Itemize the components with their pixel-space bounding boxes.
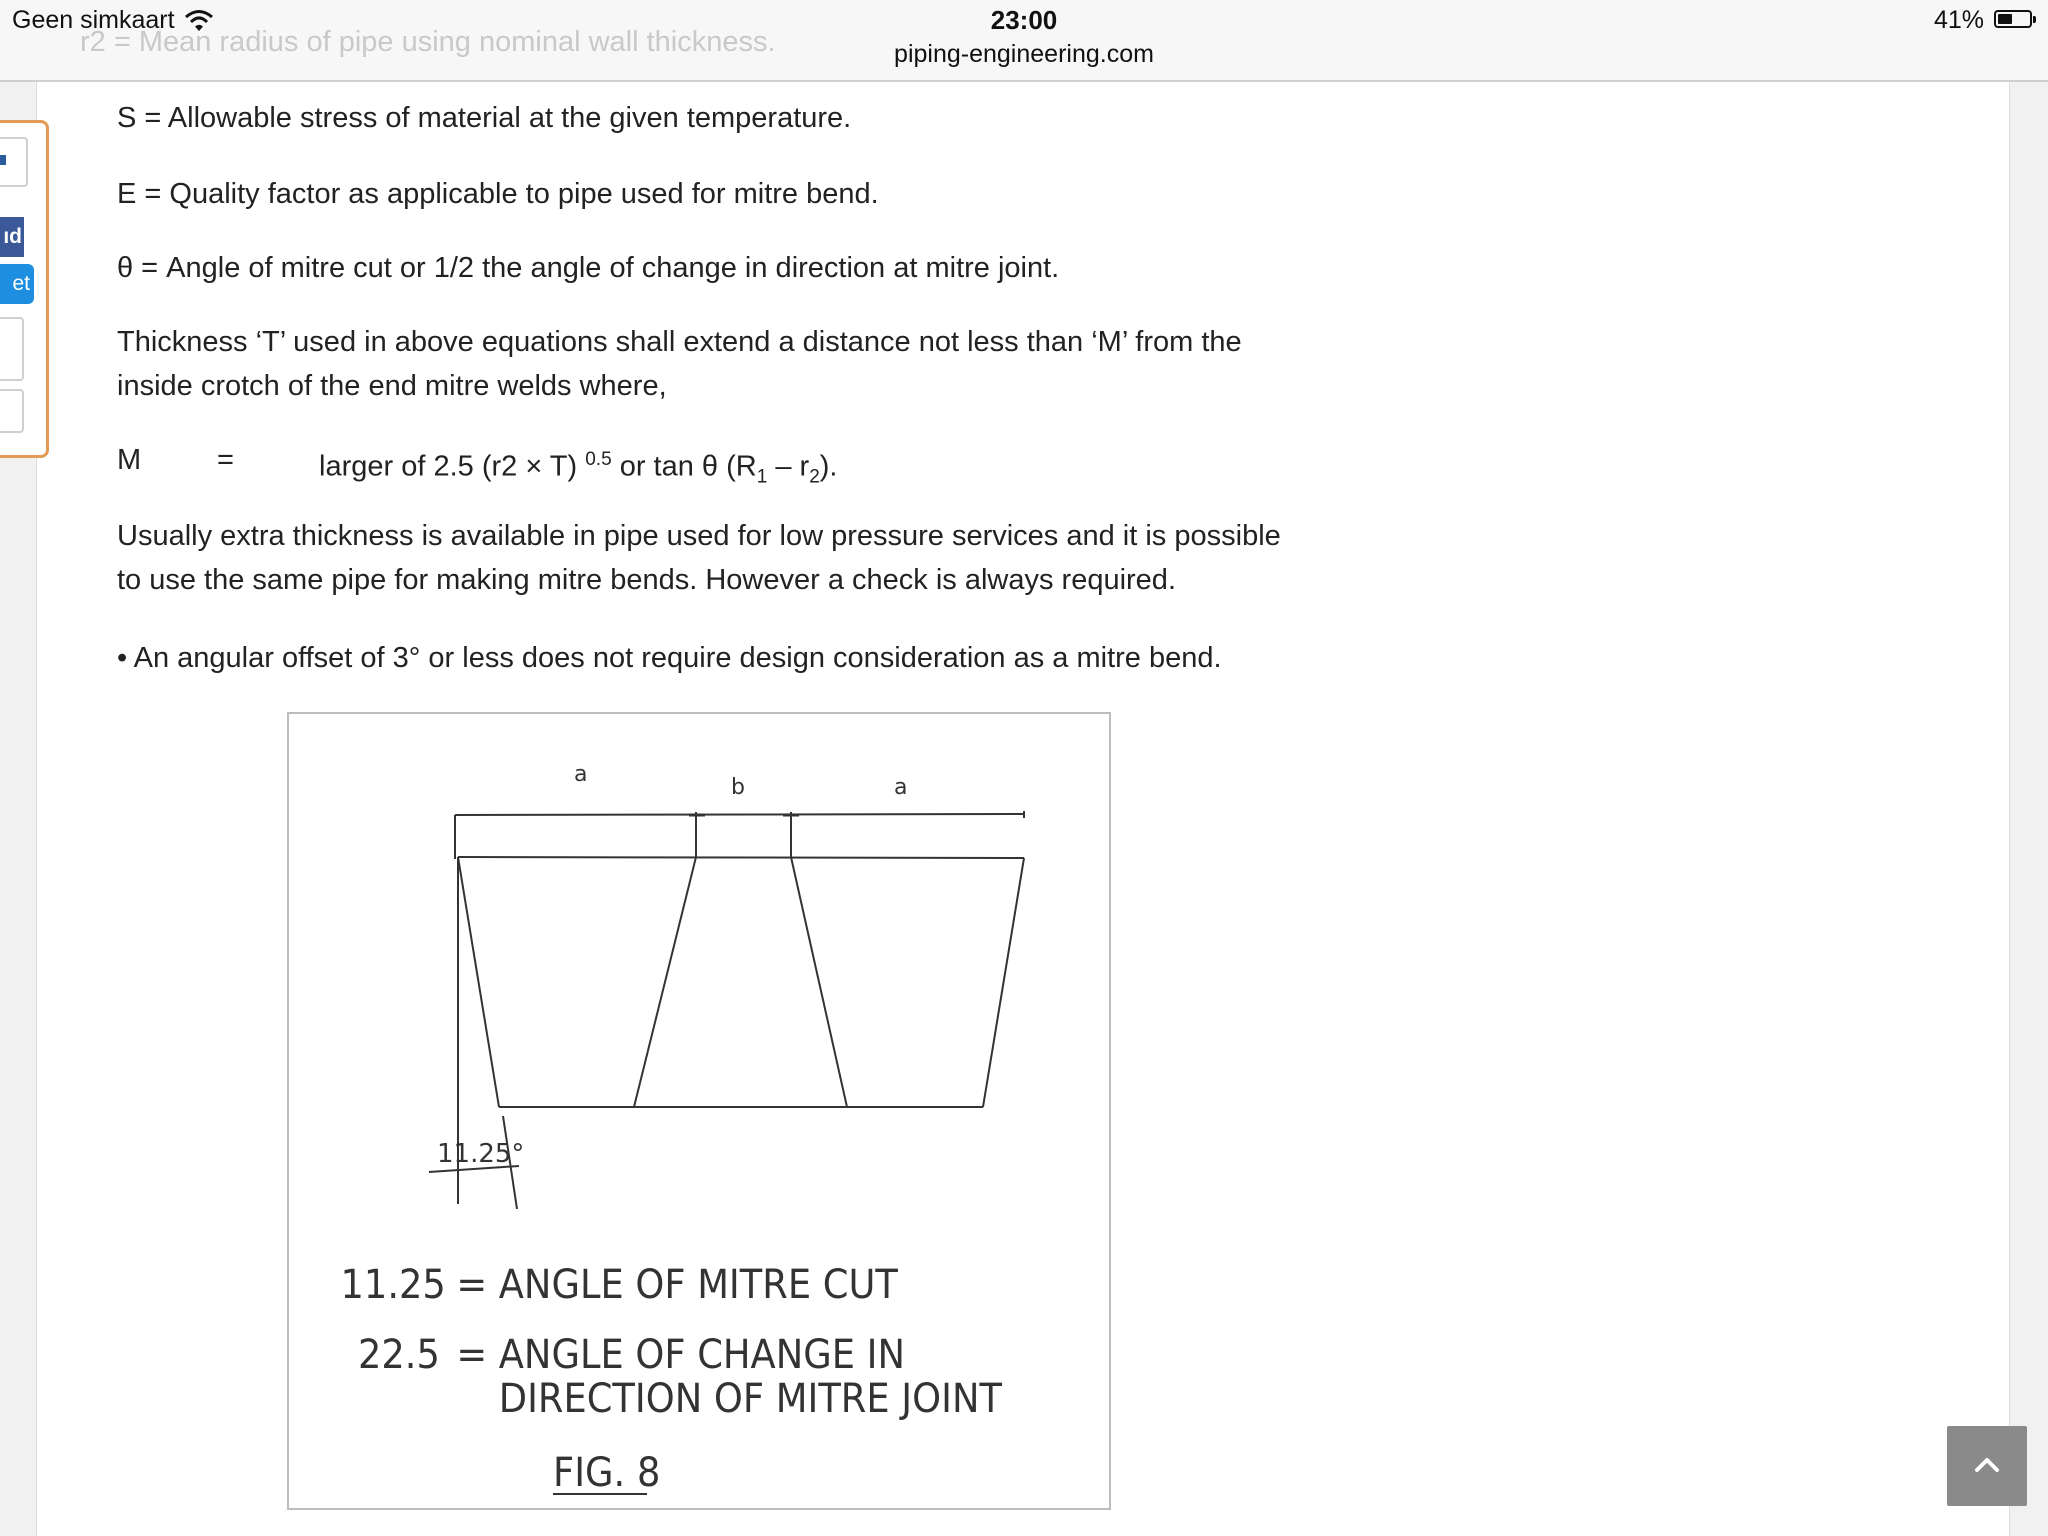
legend-text-2b: DIRECTION OF MITRE JOINT (498, 1375, 1002, 1423)
thickness-paragraph-line2: inside crotch of the end mitre welds where, (117, 370, 667, 402)
definition-e: E = Quality factor as applicable to pipe used for mitre bend. (117, 178, 879, 210)
share-email-box[interactable] (0, 389, 24, 433)
definition-s: S = Allowable stress of material at the given temperature. (117, 102, 852, 134)
back-to-top-button[interactable] (1947, 1426, 2027, 1506)
m-equals: = (217, 444, 234, 476)
m-text-d: ). (819, 450, 838, 483)
dim-label-b: b (731, 775, 745, 800)
carrier-label: Geen simkaart (12, 6, 175, 34)
mitre-bend-drawing (289, 714, 1113, 1512)
dim-label-a-right: a (894, 775, 908, 800)
legend-eq-2: = (456, 1331, 488, 1379)
share-counter-box[interactable] (0, 317, 24, 381)
legend-eq-1: = (456, 1261, 488, 1309)
figure-caption: FIG. 8 (553, 1449, 661, 1497)
twitter-tweet-button[interactable]: et (0, 264, 34, 304)
m-text-b: or tan θ (R (611, 450, 757, 483)
legend-text-1: ANGLE OF MITRE CUT (498, 1261, 898, 1309)
m-text-a: larger of 2.5 (r2 × T) (319, 450, 586, 483)
m-sub-1: 1 (756, 466, 768, 488)
clock: 23:00 (990, 5, 1058, 35)
mitre-bend-figure (287, 712, 1111, 1510)
print-icon (0, 155, 6, 165)
legend-text-2a: ANGLE OF CHANGE IN (498, 1331, 906, 1379)
dim-label-a-left: a (574, 762, 588, 787)
bullet-angular-offset: • An angular offset of 3° or less does not require design consideration as a mitre bend. (117, 642, 1222, 674)
thickness-paragraph-line1: Thickness ‘T’ used in above equations shall extend a distance not less than ‘M’ from the (117, 326, 1242, 358)
m-text-c: – r (767, 450, 810, 483)
scrolled-text-line: r2 = Mean radius of pipe using nominal wall thickness. (80, 26, 776, 58)
usually-paragraph-line2: to use the same pipe for making mitre bends. However a check is always required. (117, 564, 1176, 596)
facebook-share-button[interactable]: ıd (0, 217, 24, 257)
m-symbol: M (117, 444, 142, 476)
legend-value-1: 11.25 (340, 1261, 446, 1309)
address-url[interactable]: piping-engineering.com (894, 40, 1154, 68)
angle-label: 11.25° (437, 1139, 525, 1169)
usually-paragraph-line1: Usually extra thickness is available in pipe used for low pressure services and it is possible (117, 520, 1281, 552)
share-widget (0, 120, 49, 458)
chevron-up-icon (1969, 1450, 2005, 1480)
legend-value-2: 22.5 (358, 1331, 440, 1379)
share-print-button[interactable] (0, 137, 28, 187)
m-exponent: 0.5 (585, 449, 612, 470)
battery-icon (1994, 10, 2032, 28)
battery-percent: 41% (1933, 6, 1984, 34)
definition-theta: θ = Angle of mitre cut or 1/2 the angle of change in direction at mitre joint. (117, 252, 1060, 284)
m-expression (319, 438, 837, 499)
m-sub-2: 2 (809, 466, 820, 488)
